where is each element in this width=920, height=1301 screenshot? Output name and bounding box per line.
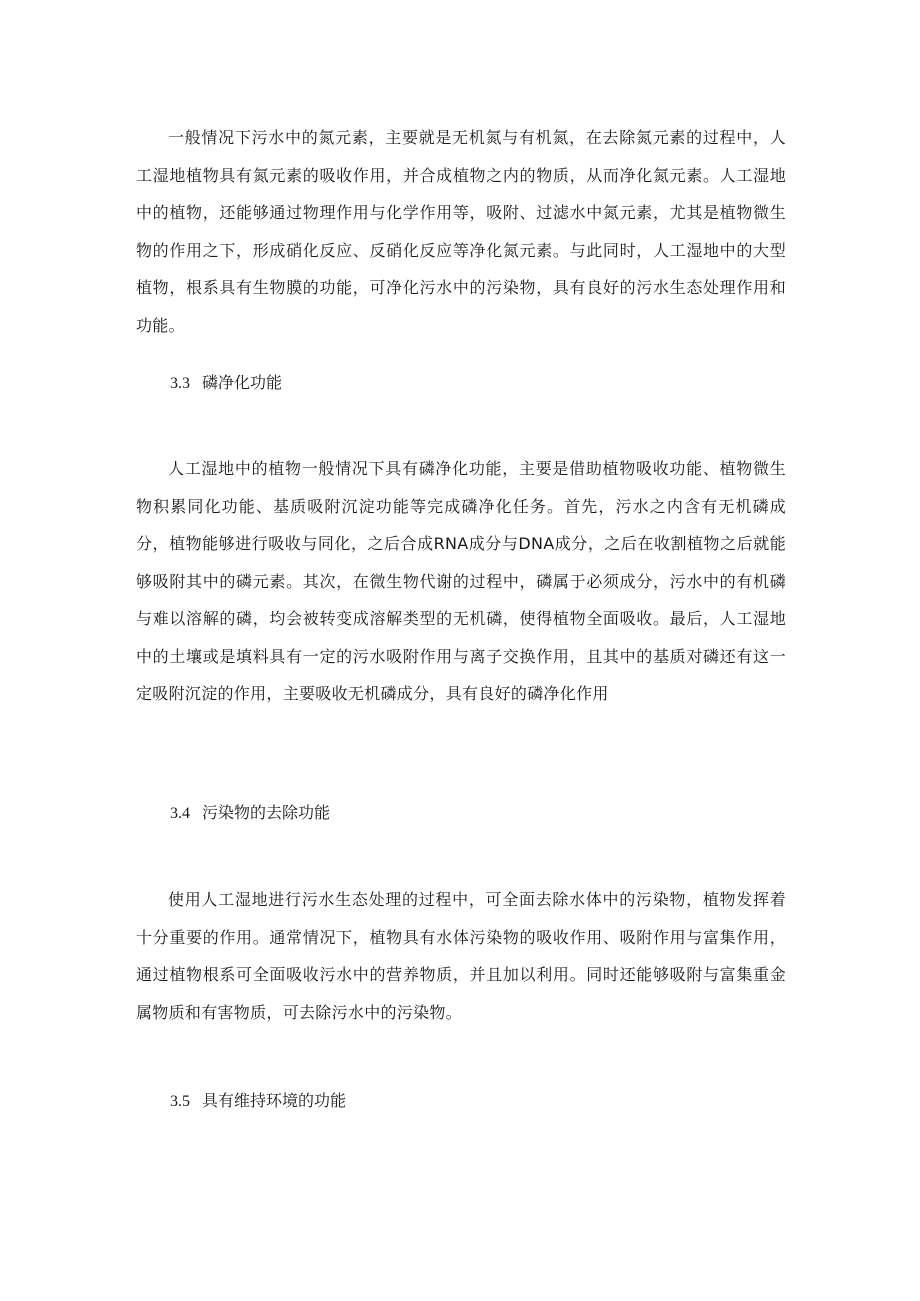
- section-title: 污染物的去除功能: [202, 803, 331, 822]
- paragraph-phosphorus-purification: 人工湿地中的植物一般情况下具有磷净化功能，主要是借助植物吸收功能、植物微生物积累同化功能、基质吸附沉淀功能等完成磷净化任务。首先，污水之内含有无机磷成分，植物能够进行吸收与同化，之后合成RNA成分与DNA成分，之后在收割植物之后就能够吸附其中的磷元素。其次，在微生物代谢的过程中，磷属于必须成分，污水中的有机磷与难以溶解的磷，均会被转变成溶解类型的无机磷，使得植物全面吸收。最后，人工湿地中的土壤或是填料具有一定的污水吸附作用与离子交换作用，且其中的基质对磷还有这一定吸附沉淀的作用，主要吸收无机磷成分，具有良好的磷净化作用: [136, 459, 786, 703]
- section-heading-3-5: [170, 1089, 346, 1114]
- section-heading-3-3: [170, 371, 282, 396]
- section-title: 磷净化功能: [202, 373, 283, 392]
- section-number: 3.5: [170, 1093, 190, 1110]
- section-heading-3-4: [170, 801, 330, 826]
- section-title: 具有维持环境的功能: [202, 1091, 347, 1110]
- section-number: 3.4: [170, 805, 190, 822]
- paragraph-nitrogen-removal: 一般情况下污水中的氮元素，主要就是无机氮与有机氮，在去除氮元素的过程中，人工湿地植物具有氮元素的吸收作用，并合成植物之内的物质，从而净化氮元素。人工湿地中的植物，还能够通过物理作用与化学作用等，吸附、过滤水中氮元素，尤其是植物微生物的作用之下，形成硝化反应、反硝化反应等净化氮元素。与此同时，人工湿地中的大型植物，根系具有生物膜的功能，可净化污水中的污染物，具有良好的污水生态处理作用和功能。: [136, 128, 786, 335]
- paragraph-pollutant-removal: 使用人工湿地进行污水生态处理的过程中，可全面去除水体中的污染物，植物发挥着十分重要的作用。通常情况下，植物具有水体污染物的吸收作用、吸附作用与富集作用，通过植物根系可全面吸收污水中的营养物质，并且加以利用。同时还能够吸附与富集重金属物质和有害物质，可去除污水中的污染物。: [136, 890, 786, 1022]
- section-number: 3.3: [170, 375, 190, 392]
